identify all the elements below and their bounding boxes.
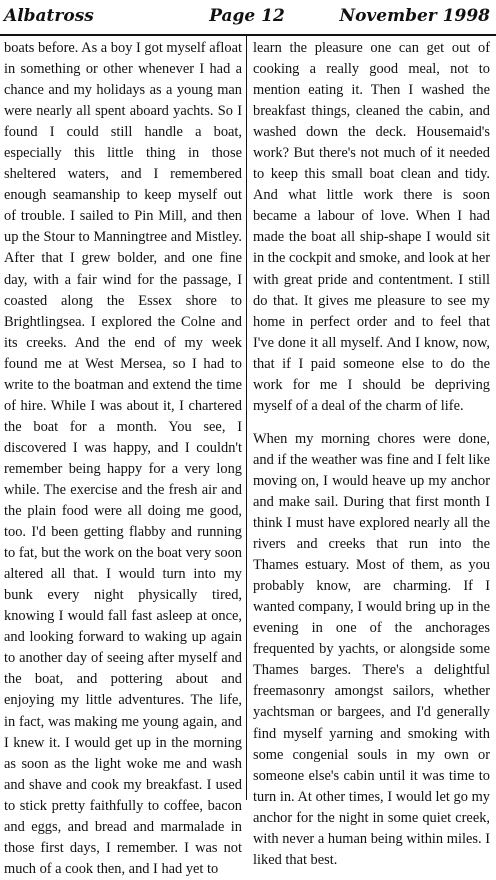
column-divider xyxy=(246,36,247,800)
right-column xyxy=(253,38,490,871)
header-rule xyxy=(0,34,496,36)
left-column xyxy=(4,38,242,880)
issue-date: November 1998 xyxy=(339,6,490,26)
newsletter-title: Albatross xyxy=(4,6,94,26)
page-number: Page 12 xyxy=(209,6,285,26)
right-paragraph-1: learn the pleasure one can get out of cooking a really good meal, not to mention eating it. Then I washed the breakfast things, cleaned the cabin, and washed down the deck. Housemaid's work? But there's not much of it needed to keep this small boat clean and tidy. And what little work there is soon became a labour of love. When I had made the boat all ship-shape I would sit in the cockpit and smoke, and look at her with great pride and contentment. I still do that. It gives me pleasure to see my home in perfect order and to feel that I've done it all myself. And I know, now, that if I paid someone else to do the work for me I should be depriving myself of a deal of the charm of life. xyxy=(253,40,490,414)
page-header xyxy=(4,4,490,28)
left-paragraph-1: boats before. As a boy I got myself afloat in something or other whenever I had a chance and my holidays as a young man were nearly all spent aboard yachts. So I found I could still handle a boat, especially this little thing in those sheltered waters, and I remembered enough seamanship to keep myself out of trouble. I sailed to Pin Mill, and then up the Stour to Manningtree and Mistley. After that I grew bolder, and one fine day, with a fair wind for the passage, I coasted along the Essex shore to Brightlingsea. I explored the Colne and its creeks. And the end of my week found me at West Mersea, so I had to write to the boatman and extend the time of hire. While I was about it, I chartered the boat for a month. You see, I discovered I was happy, and I couldn't remember being happy for a very long while. The exercise and the fresh air and the plain food were all doing me good, too. I'd been getting flabby and running to fat, but the work on the boat very soon altered all that. I would turn into my bunk every night physically tired, knowing I would fall fast asleep at once, and looking forward to waking up again to another day of seeing after myself and the boat, and pottering about and enjoying my little adventures. The life, in fact, was making me young again, and I knew it. I would get up in the morning as soon as the light woke me and wash and shave and cook my breakfast. I used to stick pretty faithfully to coffee, bacon and eggs, and bread and marmalade in those first days, I remember. I was not much of a cook then, and I had yet to xyxy=(4,40,242,877)
right-paragraph-2: When my morning chores were done, and if the weather was fine and I felt like moving on, I would heave up my anchor and make sail. During that first month I think I must have explored nearly all the rivers and creeks that run into the Thames estuary. Most of them, as you probably know, are charming. If I wanted company, I would bring up in the evening in one of the anchorages frequented by yachts, or alongside some Thames barges. There's a delightful freemasonry amongst sailors, whether yachtsman or bargees, and I'd generally find myself yarning and smoking with some congenial souls in my own or someone else's cabin until it was time to turn in. At other times, I would let go my anchor for the night in some quiet creek, with never a human being within miles. I liked that best. xyxy=(253,430,490,868)
